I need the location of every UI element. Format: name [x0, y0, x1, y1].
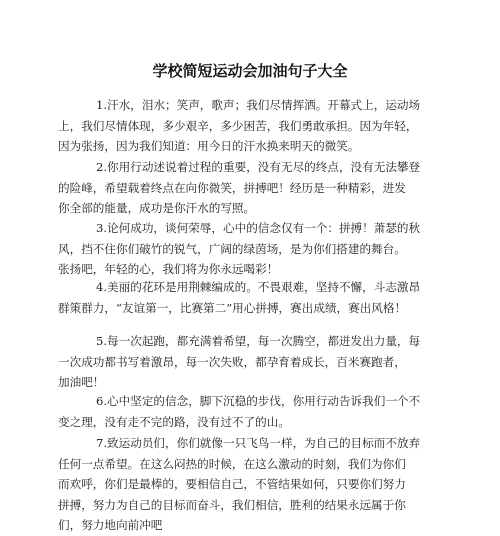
paragraph-line: 7.致运动员们，你们就像一只飞鸟一样，为自己的目标而不放弃: [96, 436, 421, 450]
paragraph-line: 你全部的能量，成功是你汗水的写照。: [58, 201, 256, 215]
paragraph-line: 因为张扬，因为我们知道：用今日的汗水换来明天的微笑。: [58, 139, 360, 153]
paragraph-7: [58, 433, 448, 536]
paragraph-6: [58, 391, 448, 432]
paragraph-line: 们，努力地向前冲吧: [58, 518, 163, 532]
paragraph-line: 风，挡不住你们破竹的锐气，广阔的绿茵场，是为你们搭建的舞台。: [58, 241, 406, 256]
paragraph-line: 拼搏，努力为自己的目标而奋斗，我们相信，胜利的结果永远属于你: [58, 497, 406, 512]
paragraph-line: 6.心中坚定的信念，脚下沉稳的步伐，你用行动告诉我们一个不: [96, 394, 421, 408]
paragraph-line: 一次成功都书写着激昂，每一次失败，都孕育着成长，百米赛跑者，: [58, 354, 406, 369]
paragraph-line: 变之理，没有走不完的路，没有过不了的山。: [58, 414, 290, 429]
paragraph-line: 4.美丽的花环是用荆棘编成的。不畏艰难，坚持不懈，斗志激昂: [96, 280, 421, 294]
paragraph-line: 群策群力，“友谊第一，比赛第二”用心拼搏，赛出成绩，赛出风格！: [58, 300, 407, 315]
paragraph-line: 3.论何成功，谈何荣辱，心中的信念仅有一个：拼搏！萧瑟的秋: [96, 221, 421, 235]
paragraph-4: [58, 277, 448, 318]
paragraph-line: 的险峰，希望载着终点在向你微笑，拼搏吧！经历是一种精彩，进发: [58, 180, 406, 195]
paragraph-line: 上，我们尽情体现，多少艰辛，多少困苦，我们勇敢承担。因为年轻，: [58, 118, 418, 133]
paragraph-line: 2.你用行动述说着过程的重要，没有无尽的终点，没有无法攀登: [96, 160, 421, 174]
paragraph-line: 任何一点希望。在这么闷热的时候，在这么激动的时刻，我们为你们: [58, 456, 406, 471]
page-title: 学校简短运动会加油句子大全: [152, 62, 348, 80]
paragraph-line: 而欢呼，你们是最棒的，要相信自己，不管结果如何，只要你们努力: [58, 477, 406, 491]
paragraph-line: 张扬吧，年轻的心，我们将为你永远喝彩！: [58, 262, 279, 276]
paragraph-line: 5.每一次起跑，都充满着希望，每一次腾空，都迸发出力量，每: [96, 334, 421, 348]
paragraph-5: [58, 331, 448, 393]
paragraph-2: [58, 157, 448, 219]
paragraph-3: [58, 218, 448, 280]
paragraph-line: 1.汗水，泪水；笑声，歌声；我们尽情挥洒。开幕式上，运动场: [96, 98, 421, 112]
paragraph-line: 加油吧！: [58, 375, 105, 389]
paragraph-1: [58, 95, 448, 157]
